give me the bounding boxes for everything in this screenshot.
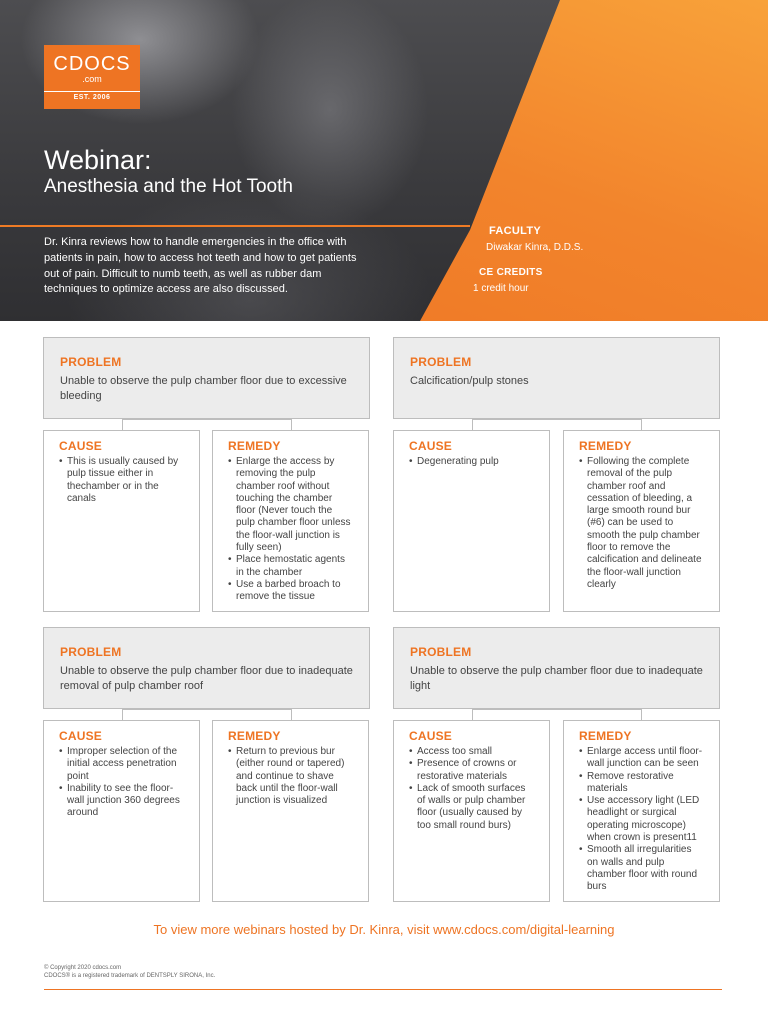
cause-list: [59, 456, 184, 505]
logo-est: EST. 2006: [73, 94, 111, 101]
list-item: • Enlarge access until floor-wall junction can be seen: [579, 746, 704, 771]
copyright-notice: [44, 964, 215, 980]
problem-text: Unable to observe the pulp chamber floor due to excessive bleeding: [60, 375, 347, 402]
cause-heading: CAUSE: [409, 439, 453, 453]
remedy-heading: REMEDY: [228, 439, 281, 453]
remedy-box: [212, 430, 369, 612]
problem-heading: PROBLEM: [60, 355, 122, 369]
trademark-line: CDOCS® is a registered trademark of DENTSPLY SIRONA, Inc.: [44, 973, 216, 979]
logo-name: CDOCS: [53, 53, 131, 75]
problem-text: Calcification/pulp stones: [410, 375, 529, 387]
list-item: • Access too small: [409, 746, 534, 758]
problem-heading: PROBLEM: [60, 645, 122, 659]
remedy-list: [579, 456, 704, 591]
cause-box: [393, 430, 550, 612]
cause-heading: CAUSE: [59, 729, 103, 743]
cause-heading: CAUSE: [59, 439, 103, 453]
problem-box: [393, 627, 720, 709]
footer-divider: [44, 989, 722, 990]
list-item: • This is usually caused by pulp tissue either in thechamber or in the canals: [59, 456, 184, 505]
problem-box: [43, 337, 370, 419]
list-item: • Presence of crowns or restorative materials: [409, 758, 534, 783]
faculty-label: FACULTY: [489, 225, 542, 237]
remedy-heading: REMEDY: [228, 729, 281, 743]
problem-heading: PROBLEM: [410, 355, 472, 369]
header-divider: [0, 225, 470, 227]
remedy-box: [563, 720, 720, 902]
ce-credits-value: 1 credit hour: [473, 283, 529, 294]
list-item: • Smooth all irregularities on walls and pulp chamber floor with round burs: [579, 844, 704, 893]
cdocs-logo[interactable]: [44, 45, 140, 109]
logo-rule: [44, 91, 140, 92]
ce-credits-label: CE CREDITS: [479, 267, 543, 278]
cause-box: [43, 430, 200, 612]
page-title: Webinar:: [44, 145, 152, 175]
cause-list: [409, 746, 534, 832]
webinars-link[interactable]: To view more webinars hosted by Dr. Kinra, visit www.cdocs.com/digital-learning: [153, 922, 615, 937]
list-item: • Use a barbed broach to remove the tissue: [228, 579, 353, 604]
problem-text: Unable to observe the pulp chamber floor due to inadequate light: [410, 665, 703, 692]
list-item: • Place hemostatic agents in the chamber: [228, 554, 353, 579]
problem-text: Unable to observe the pulp chamber floor due to inadequate removal of pulp chamber roof: [60, 665, 353, 692]
remedy-heading: REMEDY: [579, 439, 632, 453]
remedy-list: [228, 746, 353, 807]
problem-box: [393, 337, 720, 419]
list-item: • Enlarge the access by removing the pulp chamber roof without touching the chamber floor (Never touch the pulp chamber floor unless the floor-wall junction is fully seen): [228, 456, 353, 554]
list-item: • Degenerating pulp: [409, 456, 534, 468]
page-subtitle: Anesthesia and the Hot Tooth: [44, 176, 293, 197]
faculty-name: Diwakar Kinra, D.D.S.: [486, 242, 584, 253]
logo-sub: .com: [82, 74, 102, 84]
list-item: • Following the complete removal of the pulp chamber roof and cessation of bleeding, a large smooth round bur (#6) can be used to smooth the pulp chamber floor to remove the calcification and delineate the floor-wall junction clearly: [579, 456, 704, 591]
cause-box: [393, 720, 550, 902]
cause-list: [59, 746, 184, 820]
list-item: • Lack of smooth surfaces of walls or pulp chamber floor (usually caused by too small round burs): [409, 783, 534, 832]
remedy-heading: REMEDY: [579, 729, 632, 743]
remedy-box: [212, 720, 369, 902]
header-banner: [0, 0, 768, 321]
intro-text: Dr. Kinra reviews how to handle emergencies in the office with patients in pain, how to access hot teeth and how to get patients out of pain. Difficult to numb teeth, as well as rubber dam techniques to optimize access are also discussed.: [44, 236, 357, 296]
list-item: • Use accessory light (LED headlight or surgical operating microscope) when crown is present11: [579, 795, 704, 844]
problem-box: [43, 627, 370, 709]
list-item: • Remove restorative materials: [579, 771, 704, 796]
list-item: • Return to previous bur (either round or tapered) and continue to shave back until the floor-wall junction is visualized: [228, 746, 353, 807]
cause-list: [409, 456, 534, 468]
remedy-list: [228, 456, 353, 604]
list-item: • Improper selection of the initial access penetration point: [59, 746, 184, 783]
copyright-line: © Copyright 2020 cdocs.com: [44, 965, 122, 971]
problem-heading: PROBLEM: [410, 645, 472, 659]
list-item: • Inability to see the floor-wall junction 360 degrees around: [59, 783, 184, 820]
remedy-box: [563, 430, 720, 612]
cause-heading: CAUSE: [409, 729, 453, 743]
cause-box: [43, 720, 200, 902]
remedy-list: [579, 746, 704, 894]
